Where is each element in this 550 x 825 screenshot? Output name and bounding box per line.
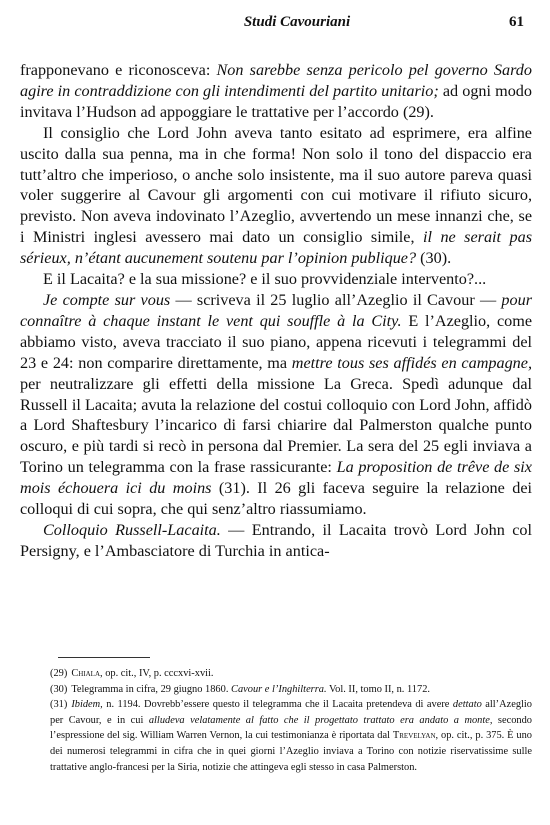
italic-text: Je compte sur vous <box>43 290 171 309</box>
footnote-number: (30) <box>50 683 68 695</box>
text-run: Telegramma in cifra, 29 giugno 1860. <box>71 683 232 695</box>
running-title: Studi Cavouriani <box>243 14 351 30</box>
text-run: (31). Il 26 gli faceva seguire la relazione dei colloqui di cui sopra, che qui senz’altro riassumiamo. <box>20 479 532 519</box>
footnote <box>20 697 532 775</box>
text-run: all’Azeglio per Cavour, e in cui <box>50 699 533 726</box>
text-run: E l’Azeglio, come abbiamo visto, aveva tracciato il suo piano, appena ricevuti i telegrammi del 23 e 24: non comparire direttamente, ma <box>20 311 533 372</box>
footnote <box>20 682 532 698</box>
italic-text: Cavour e l’Inghilterra. <box>231 683 327 695</box>
italic-text: dettato <box>452 699 482 711</box>
italic-text: La proposition de trêve de six mois échouera ici du moins <box>20 458 532 498</box>
text-run: Il consiglio che Lord John aveva tanto esitato ad esprimere, era alfine uscito dalla sua penna, ma in che forma! Non solo il tono del dispaccio era tutt’altro che imperioso, o anche solo insistente, ma il suo autore pareva quasi voler suggerire al Cavour gli argomenti con cui motivare il rifiuto sicuro, previsto. Non aveva indovinato l’Azeglio, avvertendo un mese innanzi che, se i Ministri inglesi avessero mai dato un consiglio simile, <box>20 123 532 247</box>
footnote-number: (29) <box>50 668 68 679</box>
paragraph <box>20 269 532 290</box>
text-run: Trevelyan <box>392 730 436 742</box>
text-run: n. 1194. Dovrebb’essere questo il telegramma che il Lacaita pretendeva di avere <box>102 699 453 711</box>
italic-text: Ibidem, <box>71 699 103 711</box>
text-run: Vol. II, tomo II, n. 1172. <box>326 683 430 695</box>
text-run: , op. cit., IV, p. cccxvi-xvii. <box>100 668 214 679</box>
text-run: , op. cit., p. 375. È uno dei numerosi telegrammi in cifra che in quei giorni l’Azeglio inviava a Torino con notizie riservatissime sulle trattative anglo-francesi per la Siria, notizie che attingeva egli stesso in casa Palmerston. <box>50 730 532 773</box>
text-run: ad ogni modo invitava l’Hudson ad appoggiare le trattative per l’accordo (29). <box>20 81 532 121</box>
text-run: secondo l’espressione del sig. William Warren Vernon, la cui testimonianza è riportata dal <box>50 714 532 742</box>
text-run: (30). <box>416 249 452 268</box>
text-run: E il Lacaita? e la sua missione? e il suo provvidenziale intervento?... <box>43 270 487 289</box>
italic-text: alludeva velatamente al fatto che il progettato trattato era andato a monte, <box>148 714 493 726</box>
text-run: frapponevano e riconosceva: <box>20 61 217 79</box>
italic-text: mettre tous ses affidés en campagne, <box>291 353 532 372</box>
text-run: per neutralizzare gli effetti della missione La Greca. Spedì adunque dal Russell il Lacaita; avuta la relazione del costui colloquio con Lord John, affidò a Lord Shaftesbury l’incarico di farsi chiarire dal Palmerston qualche punto oscuro, e più tardi si recò in persona dal Premier. La sera del 25 egli inviava a Torino un telegramma con la frase rassicurante: <box>20 374 532 477</box>
page-number: 61 <box>509 14 524 30</box>
italic-text: Colloquio Russell-Lacaita. <box>43 520 221 539</box>
text-run: — Entrando, il Lacaita trovò Lord John col Persigny, e l’Ambasciatore di Turchia in antica- <box>20 520 532 560</box>
paragraph <box>20 123 532 269</box>
page-header <box>62 14 532 36</box>
paragraph <box>20 60 532 123</box>
footnote <box>20 666 532 682</box>
italic-text: Non sarebbe senza pericolo pel governo Sardo agire in contraddizione con gli intendimenti del partito unitario; <box>20 61 532 100</box>
text-run: Chiala <box>71 668 101 679</box>
paragraph <box>20 290 532 520</box>
body-text <box>20 60 532 562</box>
footnote-divider <box>58 657 150 658</box>
paragraph <box>20 520 532 562</box>
footnotes <box>20 666 532 775</box>
text-run: — scriveva il 25 luglio all’Azeglio il Cavour — <box>170 290 502 309</box>
italic-text: il ne serait pas sérieux, n’étant aucunement soutenu par l’opinion publique? <box>20 228 532 268</box>
italic-text: pour connaître à chaque instant le vent qui souffle à la City. <box>20 290 532 330</box>
footnote-number: (31) <box>50 699 68 711</box>
